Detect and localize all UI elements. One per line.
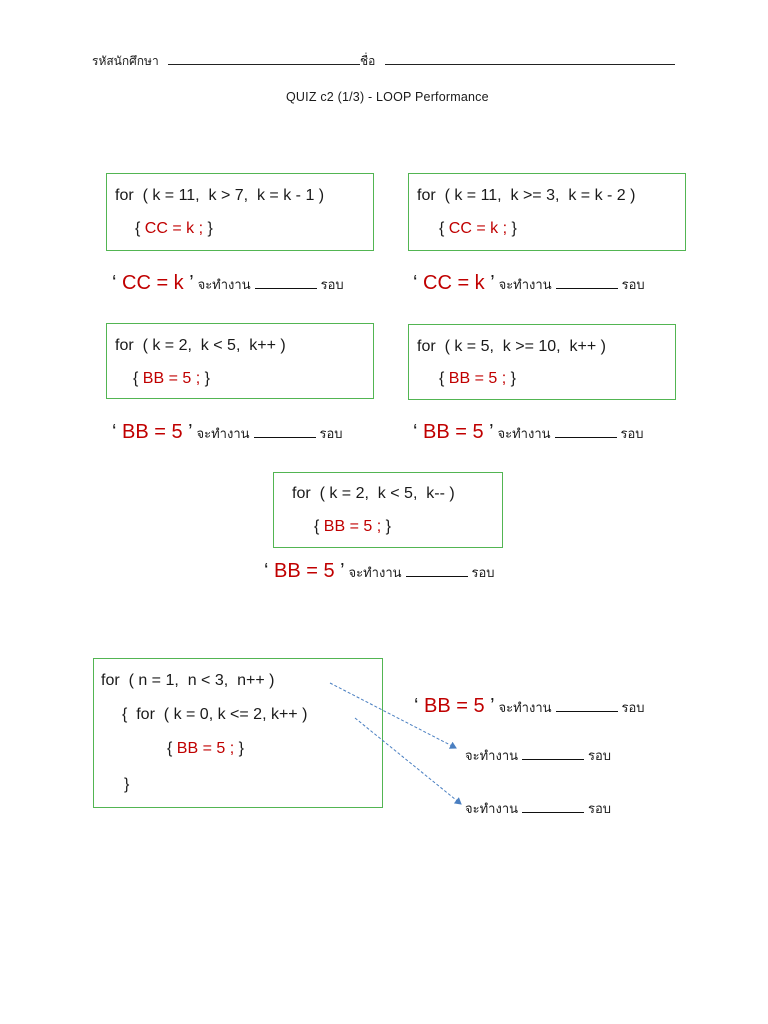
answer-outer-loop: จะทำงาน รอบ xyxy=(465,748,612,763)
loop-statement: BB = 5 ; xyxy=(176,740,235,757)
loop-body: { BB = 5 ; } xyxy=(314,518,391,535)
loop-body: { CC = k ; } xyxy=(439,220,517,237)
loop-body: { BB = 5 ; } xyxy=(133,370,210,387)
answer-nested: ‘ BB = 5 ’ จะทำงาน รอบ xyxy=(414,695,645,717)
loop-body: { CC = k ; } xyxy=(135,220,213,237)
answer-blank[interactable] xyxy=(522,800,584,813)
answer-statement: CC = k xyxy=(122,272,184,294)
answer-1: ‘ CC = k ’ จะทำงาน รอบ xyxy=(112,272,344,294)
loop-statement: BB = 5 ; xyxy=(323,518,382,535)
loop-header: for ( k = 2, k < 5, k++ ) xyxy=(115,337,286,354)
loop-statement: BB = 5 ; xyxy=(448,370,507,387)
answer-blank[interactable] xyxy=(556,699,618,712)
answer-statement: BB = 5 xyxy=(424,695,485,717)
answer-4: ‘ BB = 5 ’ จะทำงาน รอบ xyxy=(413,421,644,443)
answer-2: ‘ CC = k ’ จะทำงาน รอบ xyxy=(413,272,645,294)
answer-statement: BB = 5 xyxy=(122,421,183,443)
answer-5: ‘ BB = 5 ’ จะทำงาน รอบ xyxy=(264,560,495,582)
outer-loop-close: } xyxy=(124,776,130,793)
loop-body: { BB = 5 ; } xyxy=(439,370,516,387)
loop-statement: CC = k ; xyxy=(448,220,508,237)
answer-blank[interactable] xyxy=(522,747,584,760)
loop-header: for ( k = 5, k >= 10, k++ ) xyxy=(417,338,606,355)
answer-statement: BB = 5 xyxy=(274,560,335,582)
inner-loop-body: { BB = 5 ; } xyxy=(167,740,244,757)
answer-statement: CC = k xyxy=(423,272,485,294)
answer-statement: BB = 5 xyxy=(423,421,484,443)
loop-statement: CC = k ; xyxy=(144,220,204,237)
inner-loop-header: { for ( k = 0, k <= 2, k++ ) xyxy=(122,706,308,723)
answer-inner-loop: จะทำงาน รอบ xyxy=(465,801,612,816)
loop-statement: BB = 5 ; xyxy=(142,370,201,387)
outer-loop-header: for ( n = 1, n < 3, n++ ) xyxy=(101,672,275,689)
arrow-inner-loop xyxy=(355,718,461,804)
answer-3: ‘ BB = 5 ’ จะทำงาน รอบ xyxy=(112,421,343,443)
loop-header: for ( k = 2, k < 5, k-- ) xyxy=(292,485,455,502)
loop-header: for ( k = 11, k > 7, k = k - 1 ) xyxy=(115,187,325,204)
student-id-label: รหัสนักศึกษา xyxy=(92,54,159,68)
page-title: QUIZ c2 (1/3) - LOOP Performance xyxy=(286,90,489,104)
loop-header: for ( k = 11, k >= 3, k = k - 2 ) xyxy=(417,187,636,204)
name-label: ชื่อ xyxy=(360,54,376,68)
